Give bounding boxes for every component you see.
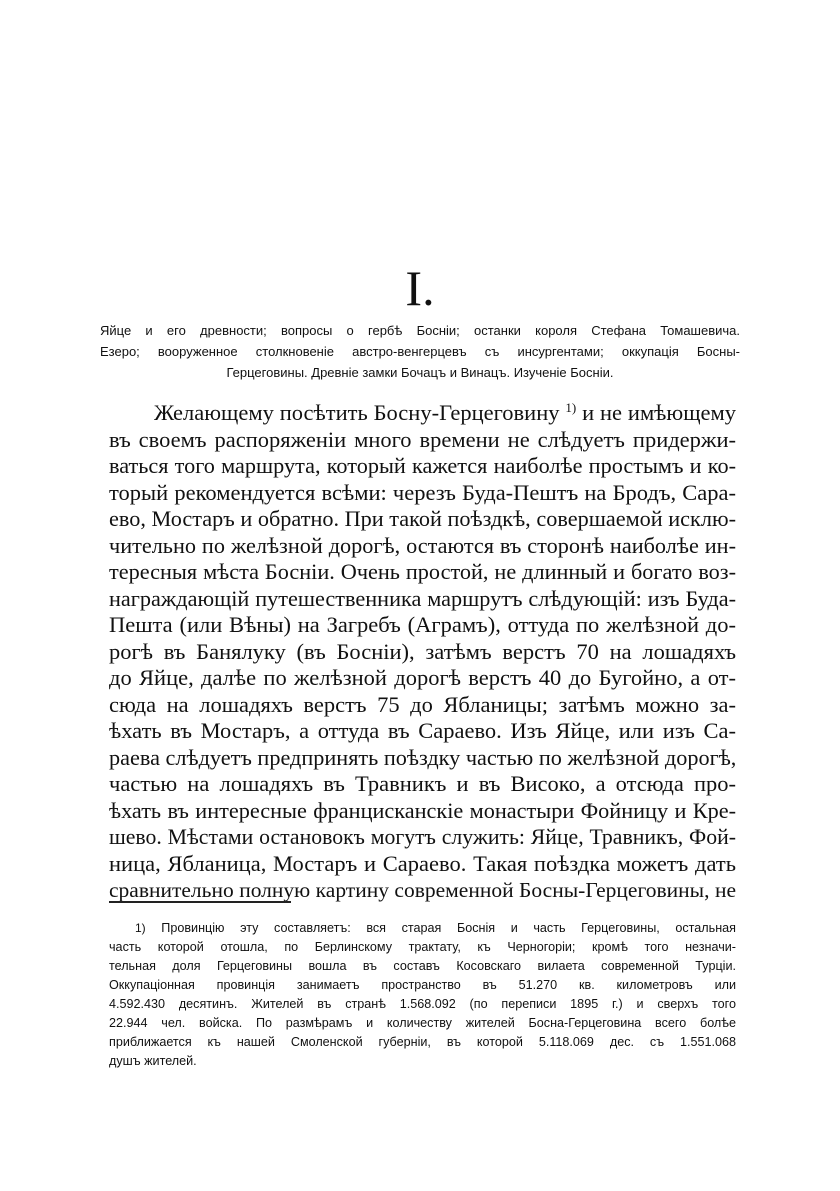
footnote-line: тельная доля Герцеговины вошла въ составъ Косовскаго вилаета современной Турціи.: [109, 959, 736, 973]
body-line: ѣхать въ Мостаръ, а оттуда въ Сараево. Изъ Яйце, или изъ Са-: [109, 718, 736, 743]
body-line: ево, Мостаръ и обратно. При такой поѣздкѣ, совершаемой исклю-: [109, 506, 736, 531]
body-text: [109, 400, 736, 904]
body-first-line-end: и не имѣющему: [582, 400, 737, 425]
body-line: частью на лошадяхъ въ Травникъ и въ Високо, а отсюда про-: [109, 771, 736, 796]
summary-line: Герцеговины. Древніе замки Бочацъ и Винацъ. Изученіе Босніи.: [226, 365, 614, 380]
body-line: до Яйце, далѣе по желѣзной дорогѣ верстъ 40 до Бугойно, а от-: [109, 665, 736, 690]
body-line: въ своемъ распоряженіи много времени не слѣдуетъ придержи-: [109, 426, 736, 452]
chapter-number: I.: [405, 260, 435, 316]
footnote-divider: [109, 901, 291, 903]
chapter-summary: [100, 320, 740, 383]
body-line: рогѣ въ Банялуку (въ Босніи), затѣмъ верстъ 70 на лошадяхъ: [109, 638, 736, 664]
body-line: торый рекомендуется всѣми: черезъ Буда-Пештъ на Бродъ, Сара-: [109, 479, 736, 505]
footnote-line: [109, 919, 736, 938]
footnote-line: часть которой отошла, по Берлинскому трактату, къ Черногоріи; кромѣ того незначи-: [109, 940, 736, 954]
summary-line: Яйце и его древности; вопросы о гербѣ Босніи; останки короля Стефана Томашевича.: [100, 323, 740, 338]
body-line: награждающій путешественника маршрутъ слѣдующій: изъ Буда-: [109, 585, 736, 611]
footnote-line: приближается къ нашей Смоленской губерніи, въ которой 5.118.069 дес. съ 1.551.068: [109, 1035, 736, 1049]
footnote: [109, 919, 736, 1071]
footnote-line: 22.944 чел. войска. По размѣрамъ и количеству жителей Босна-Герцеговина всего болѣе: [109, 1016, 736, 1030]
body-line: сюда на лошадяхъ верстъ 75 до Ябланицы; затѣмъ можно за-: [109, 691, 736, 717]
body-line: чительно по желѣзной дорогѣ, остаются въ сторонѣ наиболѣе ин-: [109, 532, 736, 558]
body-line: ваться того маршрута, который кажется наиболѣе простымъ и ко-: [109, 453, 736, 478]
footnote-first-line-text: Провинцію эту составляетъ: вся старая Боснія и часть Герцеговины, остальная: [161, 921, 736, 935]
body-line: раева слѣдуетъ предпринять поѣздку частью по желѣзной дорогѣ,: [109, 744, 737, 770]
footnote-line: 4.592.430 десятинъ. Жителей въ странѣ 1.568.092 (по переписи 1895 г.) и сверхъ того: [109, 997, 736, 1011]
footnote-line: душъ жителей.: [109, 1054, 197, 1068]
body-first-line-start: Желающему посѣтить Босну-Герцеговину: [154, 400, 560, 425]
body-line: шево. Мѣстами остановокъ могутъ служить: Яйце, Травникъ, Фой-: [109, 825, 736, 849]
footnote-mark: 1): [135, 921, 146, 935]
body-line: ница, Ябланица, Мостаръ и Сараево. Такая поѣздка можетъ дать: [109, 850, 736, 876]
body-line: тересныя мѣста Босніи. Очень простой, не длинный и богато воз-: [109, 559, 736, 584]
footnote-reference: 1): [565, 400, 577, 415]
footnote-line: Оккупаціонная провинція занимаетъ пространство въ 51.270 кв. километровъ или: [109, 978, 736, 992]
body-line: ѣхать въ интересные францисканскіе монастыри Фойницу и Кре-: [109, 797, 736, 823]
body-line: сравнительно полную картину современной Босны-Герцеговины, не: [109, 878, 736, 902]
summary-line: Езеро; вооруженное столкновеніе австро-венгерцевъ съ инсургентами; оккупація Босны-: [100, 344, 740, 359]
body-line: Пешта (или Вѣны) на Загребъ (Аграмъ), оттуда по желѣзной до-: [109, 612, 736, 637]
body-line: [109, 400, 736, 427]
